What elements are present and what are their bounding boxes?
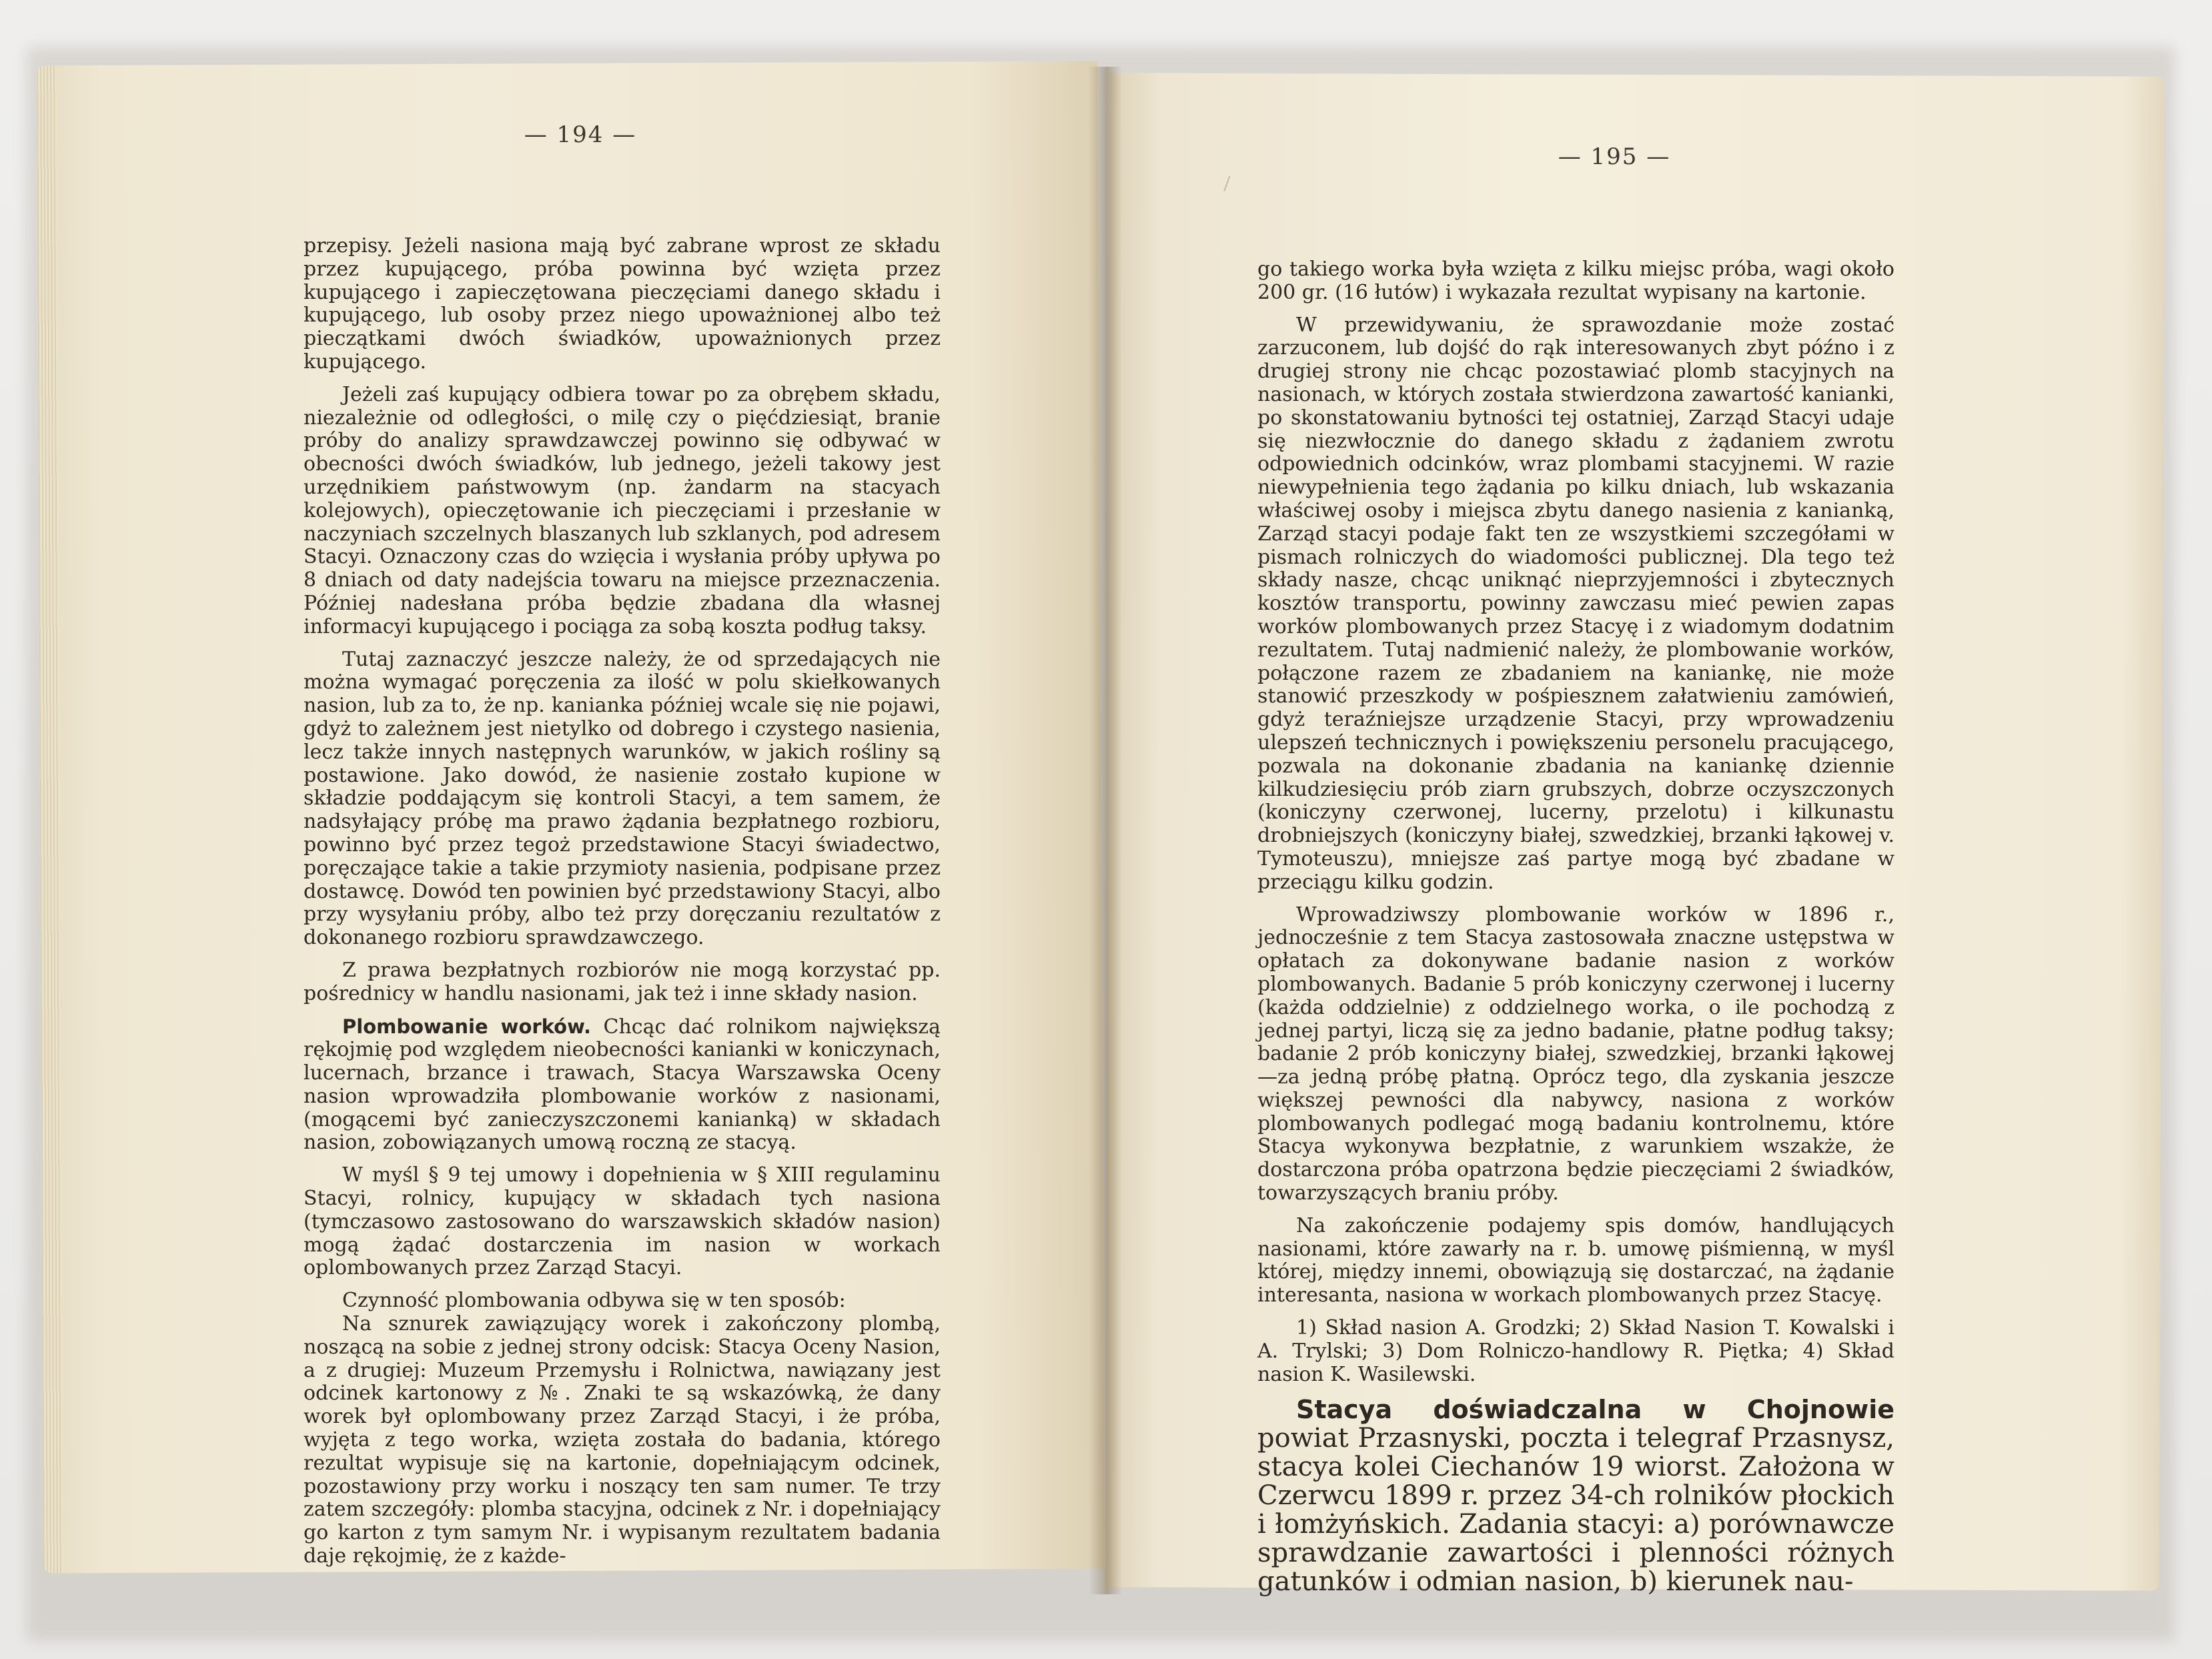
section-heading-plombowanie: Plombowanie worków.	[342, 1015, 592, 1038]
left-text-column	[304, 235, 941, 1578]
paragraph: 1) Skład nasion A. Grodzki; 2) Skład Nasion T. Kowalski i A. Trylski; 3) Dom Rolniczo-handlowy R. Piętka; 4) Skład nasion K. Wasilewski.	[1257, 1316, 1894, 1386]
right-text-column	[1257, 258, 1894, 1606]
paragraph: Jeżeli zaś kupujący odbiera towar po za obrębem składu, niezależnie od odległości, o milę czy o pięćdziesiąt, branie próby do analizy sprawdzawczej powinno się odbywać w obecności dwóch świadków, lub jednego, jeżeli takowy jest urzędnikiem państwowym (np. żandarm na stacyach kolejowych), opieczętowanie ich pieczęciami i przesłanie w naczyniach szczelnych blaszanych lub szklanych, pod adresem Stacyi. Oznaczony czas do wzięcia i wysłania próby upływa po 8 dniach od daty nadejścia towaru na miejsce przeznaczenia. Później nadesłana próba będzie zbadana dla własnej informacyi kupującego i pociąga za sobą koszta podług taksy.	[304, 382, 941, 638]
paragraph: W myśl § 9 tej umowy i dopełnienia w § XIII regulaminu Stacyi, rolnicy, kupujący w składach tych nasiona (tymczasowo zastosowano do warszawskich składów nasion) mogą żądać dostarczenia im nasion w workach oplombowanych przez Zarząd Stacyi.	[304, 1163, 941, 1280]
paragraph: W przewidywaniu, że sprawozdanie może zostać zarzuconem, lub dojść do rąk interesowanych zbyt późno i z drugiej strony nie chcąc pozostawiać plomb stacyjnych na nasionach, w których została stwierdzona zawartość kanianki, po skonstatowaniu bytności tej ostatniej, Zarząd Stacyi udaje się niezwłocznie do danego składu z żądaniem zwrotu odpowiednich odcinków, wraz plombami stacyjnemi. W razie niewypełnienia tego żądania po kilku dniach, lub wskazania właściwej osoby i miejsca zbytu danego nasienia z kanianką, Zarząd stacyi podaje fakt ten ze wszystkiemi szczegółami w pismach rolniczych do wiadomości publicznej. Dla tego też składy nasze, chcąc uniknąć nieprzyjemności i zbytecznych kosztów transportu, powinny zawczasu mieć pewien zapas worków plombowanych przez Stacyę i z wiadomym dodatnim rezultatem. Tutaj nadmienić należy, że plombowanie worków, połączone razem ze zbadaniem na kaniankę, nie może stanowić przeszkody w pośpiesznem załatwieniu zamówień, gdyż teraźniejsze urządzenie Stacyi, przy wprowadzeniu ulepszeń technicznych i powiększeniu personelu pracującego, pozwala na dokonanie zbadania na kaniankę dziennie kilkudziesięciu prób ziarn grubszych, dobrze oczyszczonych (koniczyny czerwonej, lucerny, przelotu) i kilkunastu drobniejszych (koniczyny białej, szwedzkiej, brzanki łąkowej v. Tymoteuszu), mniejsze zaś partye mogą być zbadane w przeciągu kilku godzin.	[1257, 313, 1894, 894]
paragraph: Na zakończenie podajemy spis domów, handlujących nasionami, które zawarły na r. b. umowę piśmienną, w myśl której, między innemi, obowiązują się dostarczać, na żądanie interesanta, nasiona w workach plombowanych przez Stacyę.	[1257, 1213, 1894, 1307]
page-number-right: — 195 —	[1558, 143, 1671, 170]
paragraph: Na sznurek zawiązujący worek i zakończony plombą, noszącą na sobie z jednej strony odcisk: Stacya Oceny Nasion, a z drugiej: Muzeum Przemysłu i Rolnictwa, nawiązany jest odcinek kartonowy z №. Znaki te są wskazówką, że dany worek był oplombowany przez Zarząd Stacyi, i że próba, wyjęta z tego worka, wzięta została do badania, którego rezultat wypisuje się na kartonie, dopełniającym odcinek, pozostawiony przy worku i noszący ten sam numer. Te trzy zatem szczegóły: plomba stacyjna, odcinek z Nr. i dopełniający go karton z tym samym Nr. i wypisanym rezultatem badania daje rękojmię, że z każde-	[304, 1312, 941, 1568]
paragraph	[304, 1015, 941, 1155]
section-paragraph	[1257, 1396, 1894, 1596]
paragraph: Tutaj zaznaczyć jeszcze należy, że od sprzedających nie można wymagać poręczenia za ilość w polu skiełkowanych nasion, lub za to, że np. kanianka później wcale się nie pojawi, gdyż to zależnem jest nietylko od dobrego i czystego nasienia, lecz także innych następnych warunków, w jakich rośliny są postawione. Jako dowód, że nasienie zostało kupione w składzie poddającym się kontroli Stacyi, a tem samem, że nadsyłający próbę ma prawo żądania bezpłatnego rozbioru, powinno być przez tegoż przedstawione Stacyi świadectwo, poręczające takie a takie przymioty nasienia, podpisane przez dostawcę. Dowód ten powinien być przedstawiony Stacyi, albo przy wysyłaniu próby, albo też przy doręczaniu rezultatów z dokonanego rozbioru sprawdzawczego.	[304, 647, 941, 950]
paragraph: go takiego worka była wzięta z kilku miejsc próba, wagi około 200 gr. (16 łutów) i wykazała rezultat wypisany na kartonie.	[1257, 257, 1894, 304]
page-number-left: — 194 —	[524, 121, 637, 148]
section-body: powiat Przasnyski, poczta i telegraf Przasnysz, stacya kolei Ciechanów 19 wiorst. Założona w Czerwcu 1899 r. przez 34-ch rolników płockich i łomżyńskich. Zadania stacyi: a) porównawcze sprawdzanie zawartości i plenności różnych gatunków i odmian nasion, b) kierunek nau-	[1257, 1423, 1894, 1598]
book-gutter	[1089, 67, 1122, 1594]
paragraph: przepisy. Jeżeli nasiona mają być zabrane wprost ze składu przez kupującego, próba powinna być wzięta przez kupującego i zapieczętowana pieczęciami danego składu i kupującego, lub osoby przez niego upoważnionej albo też pieczątkami dwóch świadków, upoważnionych przez kupującego.	[304, 234, 941, 374]
paragraph: Wprowadziwszy plombowanie worków w 1896 r., jednocześnie z tem Stacya zastosowała znaczne ustępstwa w opłatach za dokonywane badanie nasion z worków plombowanych. Badanie 5 prób koniczyny czerwonej i lucerny (każda oddzielnie) z oddzielnego worka, o ile pochodzą z jednej partyi, liczą się za jedno badanie, płatne podług taksy; badanie 2 prób koniczyny białej, szwedzkiej, brzanki łąkowej—za jedną próbę płatną. Oprócz tego, dla zyskania jeszcze większej pewności dla nabywcy, nasiona z worków plombowanych podlegać mogą badaniu kontrolnemu, które Stacya wykonywa bezpłatnie, z warunkiem wszakże, że dostarczona próba opatrzona będzie pieczęciami 2 świadków, towarzyszących braniu próby.	[1257, 903, 1894, 1205]
section-heading-chojnow: Stacya doświadczalna w Chojnowie	[1296, 1395, 1894, 1425]
paragraph: Z prawa bezpłatnych rozbiorów nie mogą korzystać pp. pośrednicy w handlu nasionami, jak też i inne składy nasion.	[304, 958, 941, 1005]
paragraph-body: Chcąc dać rolnikom największą rękojmię pod względem nieobecności kanianki w koniczynach, lucernach, brzance i trawach, Stacya Warszawska Oceny nasion wprowadziła plombowanie worków z nasionami, (mogącemi być zanieczyszczonemi kanianką) w składach nasion, zobowiązanych umową roczną ze stacyą.	[304, 1015, 941, 1155]
paragraph: Czynność plombowania odbywa się w ten sposób:	[342, 1289, 846, 1313]
